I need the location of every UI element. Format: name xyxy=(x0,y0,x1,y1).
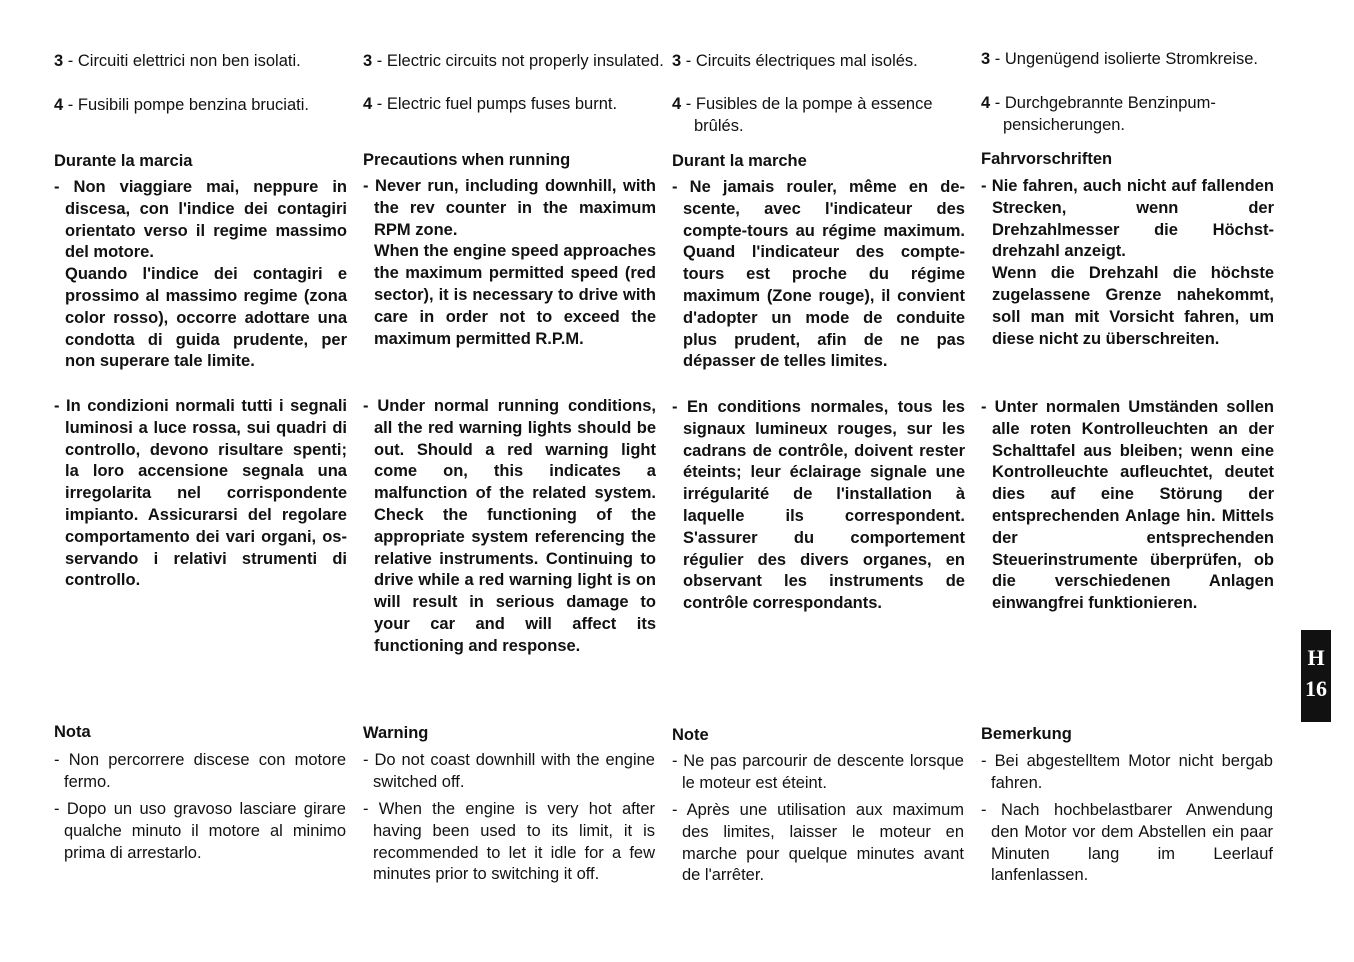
note-item-2: - Nach hochbelastbarer Anwendung den Motor vor dem Abstellen ein paar Minuten lang im Leerlauf lanfenlassen. xyxy=(981,801,1273,885)
note-item-2: - When the engine is very hot after having been used to its limit, it is recommended to let it idle for a few minutes prior to switching it off. xyxy=(363,800,655,884)
list-item-3: 3 - Circuiti elettrici non ben isolati. xyxy=(54,52,301,70)
bullet-paragraph-2: - In condizioni normali tutti i segnali luminosi a luce rossa, sui quadri di controllo, devono risultare spenti; la loro accensione segnala una irregolarita nel corrispondente impianto. Assicurarsi del regolare comportamento dei vari organi, osservando i relativi strumenti di controllo. xyxy=(54,397,347,590)
note-heading: Bemerkung xyxy=(981,725,1072,743)
list-item-3: 3 - Ungenügend isolierte Stromkreise. xyxy=(981,50,1258,68)
bullet-paragraph-1: - Ne jamais rouler, même en descente, avec l'indicateur des compte-tours au régime maximum. Quand l'indicateur des compte-tours est proche du régime maximum (Zone rouge), il convient d'adopter un mode de conduite plus prudent, afin de ne pas dépasser de telles limites. xyxy=(672,178,965,371)
bullet-paragraph-1: - Never run, including downhill, with the rev counter in the maximum RPM zone. When the engine speed approaches the maximum permitted speed (red sector), it is necessary to drive with care in order not to exceed the maximum permitted R.P.M. xyxy=(363,177,656,348)
section-heading: Fahrvorschriften xyxy=(981,150,1113,168)
note-item-1: - Bei abgestelltem Motor nicht bergab fahren. xyxy=(981,752,1273,792)
note-item-2: - Après une utilisation aux maximum des limites, laisser le moteur en marche pour quelque minutes avant de l'arrêter. xyxy=(672,801,964,885)
list-item-3: 3 - Circuits électriques mal isolés. xyxy=(672,52,918,70)
section-heading: Durant la marche xyxy=(672,152,807,170)
note-heading: Nota xyxy=(54,723,91,741)
bullet-paragraph-1: - Non viaggiare mai, neppure in discesa, con l'indice dei contagiri orientato verso il regime massimo del motore. Quando l'indice dei contagiri e prossimo al massimo regime (zona color rosso), occorre adottare una condotta di guida prudente, per non superare tale limite. xyxy=(54,178,347,371)
list-item-4: 4 - Durchgebrannte Benzinpumpensicherungen. xyxy=(981,94,1216,134)
column-italian xyxy=(54,0,347,962)
section-tab xyxy=(1301,630,1331,722)
list-item-4: 4 - Fusibles de la pompe à essence brûlés. xyxy=(672,95,933,135)
page-number: 16 xyxy=(1305,676,1327,701)
list-item-4: 4 - Fusibili pompe benzina bruciati. xyxy=(54,96,309,114)
section-heading: Precautions when running xyxy=(363,151,571,169)
column-french xyxy=(672,0,965,962)
list-item-4: 4 - Electric fuel pumps fuses burnt. xyxy=(363,95,618,113)
note-item-1: - Do not coast downhill with the engine switched off. xyxy=(363,751,655,791)
bullet-paragraph-2: - Unter normalen Umständen sollen alle roten Kontrolleuchten an der Schalttafel aus bleiben; wenn eine Kontrolleuchte aufleuchtet, deutet dies auf eine Störung der entsprechenden Anlage hin. Mittels der entsprechenden Steuerinstrumente überprüfen, ob die verschiedenen Anlagen einwangfrei funktionieren. xyxy=(981,398,1274,613)
bullet-paragraph-1: - Nie fahren, auch nicht auf fallenden Strecken, wenn der Drehzahlmesser die Höchstdrehzahl anzeigt. Wenn die Drehzahl die höchste zugelassene Grenze nahekommt, soll man mit Vorsicht fahren, um diese nicht zu überschreiten. xyxy=(981,177,1274,348)
list-item-3: 3 - Electric circuits not properly insulated. xyxy=(363,52,664,70)
note-heading: Note xyxy=(672,726,709,744)
bullet-paragraph-2: - En conditions normales, tous les signaux lumineux rouges, sur les cadrans de contrôle, doivent rester éteints; leur éclairage signale une irrégularité de l'installation à laquelle ils correspondent. S'assurer du comportement régulier des divers organes, en observant les instruments de contrôle correspondants. xyxy=(672,398,965,613)
section-heading: Durante la marcia xyxy=(54,152,193,170)
section-letter: H xyxy=(1307,645,1325,670)
bullet-paragraph-2: - Under normal running conditions, all the red warning lights should be out. Should a red warning light come on, this indicates a malfunction of the related system. Check the functioning of the appropriate system referencing the relative instruments. Continuing to drive while a red warning light is on will result in serious damage to your car and will affect its functioning and response. xyxy=(363,397,656,655)
column-german xyxy=(981,0,1274,962)
note-item-1: - Non percorrere discese con motore fermo. xyxy=(54,751,346,791)
note-item-2: - Dopo un uso gravoso lasciare girare qualche minuto il motore al minimo prima di arrestarlo. xyxy=(54,800,346,862)
note-heading: Warning xyxy=(363,724,429,742)
note-item-1: - Ne pas parcourir de descente lorsque le moteur est éteint. xyxy=(672,752,964,792)
column-english xyxy=(363,0,664,962)
